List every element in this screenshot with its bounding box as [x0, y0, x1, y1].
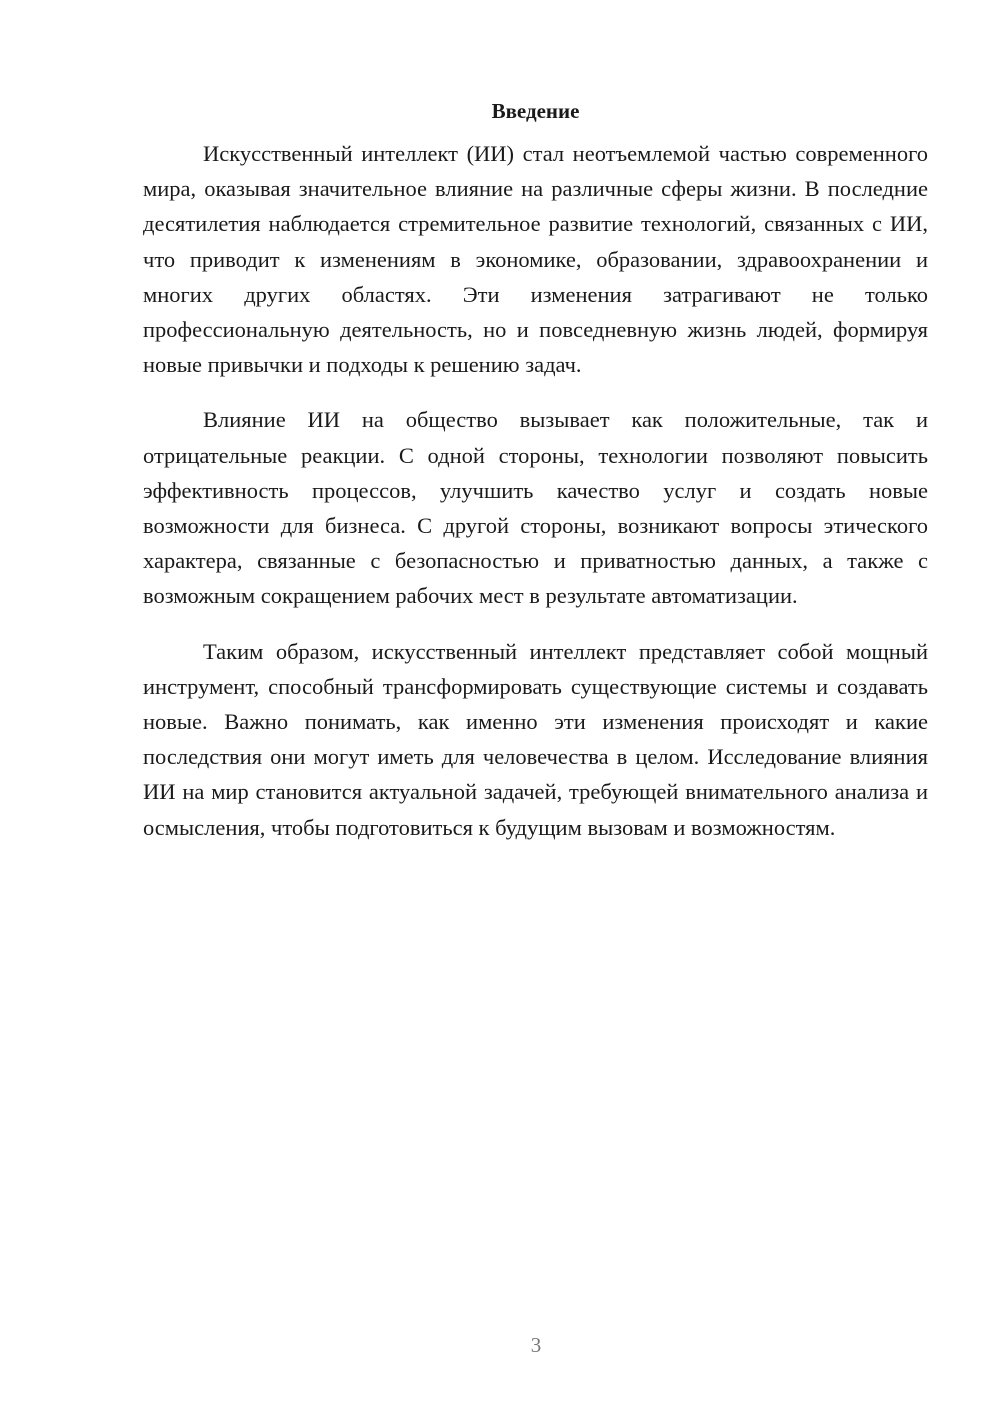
document-page: [143, 96, 928, 865]
paragraph-3: Таким образом, искусственный интеллект представляет собой мощный инструмент, способный трансформировать существующие системы и создавать новые. Важно понимать, как именно эти изменения происходят и какие последствия они могут иметь для человечества в целом. Исследование влияния ИИ на мир становится актуальной задачей, требующей внимательного анализа и осмысления, чтобы подготовиться к будущим вызовам и возможностям.: [143, 638, 928, 840]
section-heading: Введение: [491, 99, 580, 123]
page-number: 3: [530, 1333, 542, 1357]
paragraph-1: Искусственный интеллект (ИИ) стал неотъемлемой частью современного мира, оказывая значительное влияние на различные сферы жизни. В последние десятилетия наблюдается стремительное развитие технологий, связанных с ИИ, что приводит к изменениям в экономике, образовании, здравоохранении и многих других областях. Эти изменения затрагивают не только профессиональную деятельность, но и повседневную жизнь людей, формируя новые привычки и подходы к решению задач.: [143, 141, 928, 378]
paragraph-2: Влияние ИИ на общество вызывает как положительные, так и отрицательные реакции. С одной стороны, технологии позволяют повысить эффективность процессов, улучшить качество услуг и создать новые возможности для бизнеса. С другой стороны, возникают вопросы этического характера, связанные с безопасностью и приватностью данных, а также с возможным сокращением рабочих мест в результате автоматизации.: [143, 407, 928, 609]
